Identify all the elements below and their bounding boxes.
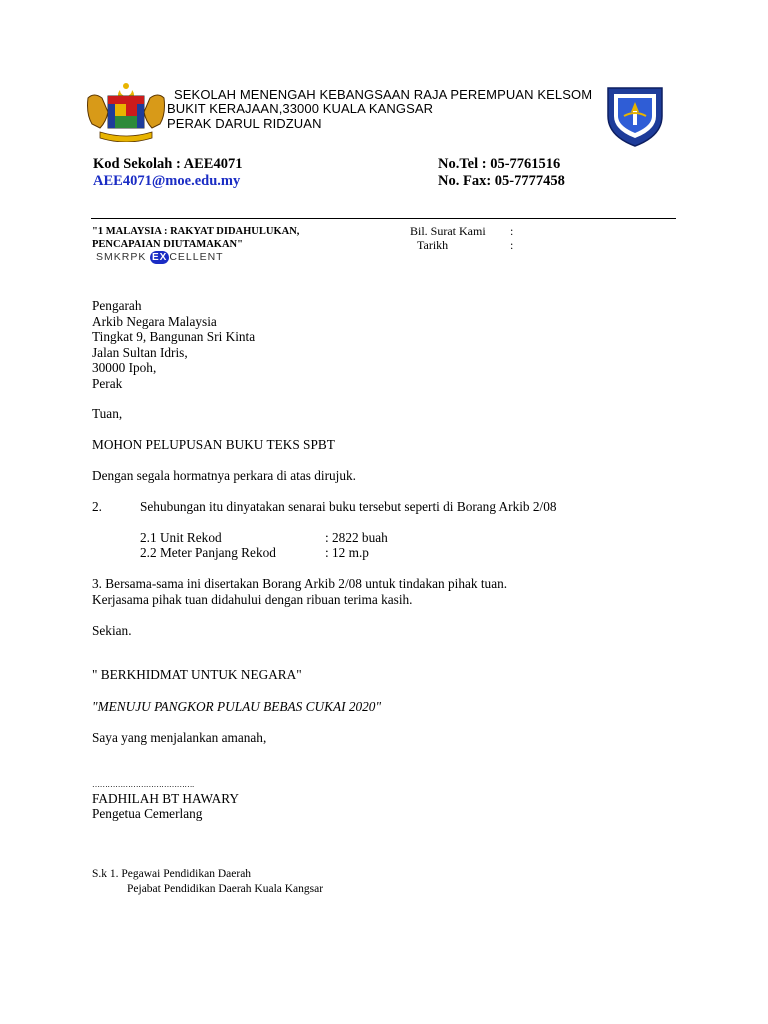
paragraph-1: Dengan segala hormatnya perkara di atas dirujuk. [92,468,356,483]
item-value: : 12 m.p [325,545,369,560]
recipient-line: Jalan Sultan Idris, [92,345,188,360]
school-state-line: PERAK DARUL RIDZUAN [167,116,322,131]
motto-secondary: "MENUJU PANGKOR PULAU BEBAS CUKAI 2020" [92,699,382,714]
signature-line: …………………………………. [92,780,194,789]
closing: Sekian. [92,623,132,638]
paragraph-2-text: Sehubungan itu dinyatakan senarai buku tersebut seperti di Borang Arkib 2/08 [140,499,557,514]
date-colon: : [510,238,514,252]
school-address-line: BUKIT KERAJAAN,33000 KUALA KANGSAR [167,101,434,116]
reference-colon: : [510,224,514,238]
excellent-logo [96,251,224,267]
motto: " BERKHIDMAT UNTUK NEGARA" [92,667,302,682]
date-label: Tarikh [417,238,449,252]
recipient-line: Tingkat 9, Bangunan Sri Kinta [92,329,256,344]
letter-subject: MOHON PELUPUSAN BUKU TEKS SPBT [92,437,335,452]
phone-number: No.Tel : 05-7761516 [438,156,561,172]
coat-of-arms-logo [82,80,170,142]
recipient-line: Pengarah [92,298,142,313]
school-name: SEKOLAH MENENGAH KEBANGSAAN RAJA PEREMPUAN KELSOM [174,87,593,102]
school-code: Kod Sekolah : AEE4071 [93,156,243,172]
excellent-suffix: CELLENT [169,251,224,263]
cc-line-1: S.k 1. Pegawai Pendidikan Daerah [92,868,252,880]
paragraph-2-number: 2. [92,499,102,514]
trust-statement: Saya yang menjalankan amanah, [92,730,267,745]
paragraph-3-line-2: Kerjasama pihak tuan didahului dengan ribuan terima kasih. [92,592,413,607]
header-divider [91,218,676,219]
recipient-line: Perak [92,376,123,391]
excellent-badge: EX [151,252,168,263]
reference-label: Bil. Surat Kami [410,224,486,238]
item-label: 2.1 Unit Rekod [140,530,222,545]
salutation: Tuan, [92,406,123,421]
cc-line-2: Pejabat Pendidikan Daerah Kuala Kangsar [127,883,324,895]
recipient-line: Arkib Negara Malaysia [92,314,217,329]
slogan-line-1: "1 MALAYSIA : RAKYAT DIDAHULUKAN, [92,226,300,237]
signatory-name: FADHILAH BT HAWARY [92,791,239,806]
school-crest-logo [604,84,666,148]
paragraph-3-line-1: 3. Bersama-sama ini disertakan Borang Arkib 2/08 untuk tindakan pihak tuan. [92,576,508,591]
email-link[interactable]: AEE4071@moe.edu.my [93,173,241,189]
signatory-title: Pengetua Cemerlang [92,806,203,821]
excellent-prefix: SMKRPK [96,251,147,263]
fax-number: No. Fax: 05-7777458 [438,173,565,189]
slogan-line-2: PENCAPAIAN DIUTAMAKAN" [92,239,243,250]
item-label: 2.2 Meter Panjang Rekod [140,545,276,560]
recipient-line: 30000 Ipoh, [92,360,157,375]
item-value: : 2822 buah [325,530,388,545]
